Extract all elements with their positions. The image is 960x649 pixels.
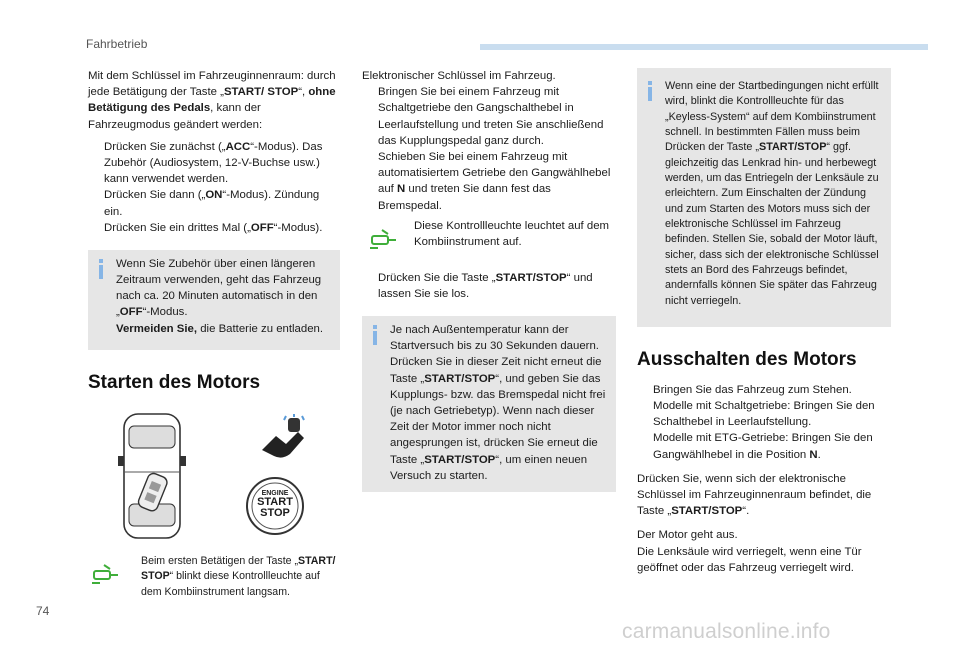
- text-segment: .: [817, 448, 821, 461]
- keyless-warning-lamp-icon: [90, 563, 120, 585]
- lamp-on-text: Diese Kontrollleuchte leuchtet auf dem Kombiinstrument auf.: [414, 219, 610, 248]
- text-segment: Drücken Sie dann („: [104, 189, 206, 202]
- info-icon: [373, 325, 377, 345]
- note-text-c: die Batterie zu entladen.: [197, 322, 324, 335]
- note-text-b: “-Modus.: [142, 306, 188, 319]
- text-segment: Drücken Sie ein drittes Mal („: [104, 221, 251, 234]
- stop-instruction: [637, 471, 891, 520]
- list-item-text: [653, 398, 891, 430]
- list-item: [88, 139, 340, 188]
- text-segment: START/STOP: [671, 505, 743, 518]
- text-segment: Wenn eine der Startbedingungen nicht erfüllt wird, blinkt die Kontrollleuchte für das „Keyless-System“ auf dem Kombiinstrument schnell. In bestimmten Fällen muss beim Drücken der Taste „: [665, 80, 879, 154]
- section-title: Fahrbetrieb: [86, 37, 148, 51]
- keyless-lamp-icon: [368, 228, 398, 250]
- list-item-text: [104, 187, 340, 219]
- watermark: carmanualsonline.info: [622, 620, 831, 643]
- section-bar: [480, 44, 928, 50]
- list-item: [637, 398, 891, 430]
- column-1: [88, 68, 340, 397]
- steering-lock-text: Die Lenksäule wird verriegelt, wenn eine Tür geöffnet oder das Fahrzeug verriegelt wird.: [637, 545, 862, 574]
- text-segment: ACC: [225, 140, 251, 153]
- list-item-text: [378, 84, 616, 149]
- note-text-a: Wenn Sie Zubehör über einen längeren Zeitraum verwenden, geht das Fahrzeug nach ca. 20 Minuten automatisch in den „: [116, 257, 322, 319]
- text-segment: Mit dem Schlüssel im Fahrzeuginnenraum: durch jede Betätigung der Taste „: [88, 70, 336, 99]
- list-item: [362, 270, 616, 302]
- list-item-text: [104, 220, 340, 236]
- bullet-marker: [362, 84, 378, 149]
- text-segment: “,: [298, 86, 309, 99]
- text-segment: “, um einen neuen Versuch zu starten.: [390, 453, 588, 482]
- text-segment: und treten Sie dann fest das Bremspedal.: [378, 183, 551, 212]
- list-item-text: [653, 430, 891, 462]
- text-segment: START/STOP: [424, 453, 496, 466]
- text-segment: , kann der Fahrzeugmodus geändert werden:: [88, 102, 263, 131]
- page-number: 74: [36, 604, 50, 618]
- intro-text: [88, 68, 340, 133]
- hand-press-icon: [256, 414, 310, 462]
- note-off: OFF: [119, 306, 143, 319]
- text-segment: OFF: [250, 221, 274, 234]
- keyless-note-text: [665, 79, 883, 309]
- text-segment: ON: [205, 189, 223, 202]
- stop-steps-list: [637, 382, 891, 463]
- engine-start-stop-button: [245, 476, 305, 536]
- list-item: [637, 430, 891, 462]
- heading-stop-engine: Ausschalten des Motors: [637, 348, 857, 370]
- bullet-marker: [637, 398, 653, 430]
- text-segment: N: [397, 183, 406, 196]
- text-segment: Je nach Außentemperatur kann der Startversuch bis zu 30 Sekunden dauern. Drücken Sie in dieser Zeit nicht erneut die Taste „: [390, 324, 602, 385]
- text-segment: START/STOP: [495, 271, 567, 284]
- text-segment: N: [809, 448, 818, 461]
- column-3: [637, 68, 891, 582]
- text-segment: Drücken Sie die Taste „: [378, 271, 496, 284]
- text-segment: “, und geben Sie das Kupplungs- bzw. das Bremspedal nicht frei (je nach Getriebetyp). Wenn nach dieser Zeit der Motor immer noch nicht angesprungen ist, drücken Sie erneut die Taste „: [390, 372, 606, 466]
- start-duration-note: [362, 316, 616, 492]
- info-icon: [648, 81, 652, 101]
- note-warning: Vermeiden Sie,: [116, 322, 198, 335]
- column-2: [362, 68, 616, 492]
- text-segment: Bringen Sie das Fahrzeug zum Stehen.: [653, 383, 852, 396]
- bullet-marker: [88, 139, 104, 188]
- start-steps-list: [362, 84, 616, 214]
- keyless-note: [637, 68, 891, 327]
- list-item: [637, 382, 891, 398]
- car-key-illustration: [116, 412, 188, 540]
- text-segment: Schieben Sie bei einem Fahrzeug mit automatisiertem Getriebe den Gangwählhebel auf: [378, 150, 611, 196]
- text-segment: “-Modus).: [273, 221, 323, 234]
- bullet-marker: [362, 270, 378, 302]
- mode-list: [88, 139, 340, 236]
- bullet-marker: [362, 149, 378, 214]
- text-segment: Drücken Sie zunächst („: [104, 140, 226, 153]
- heading-start-engine: Starten des Motors: [88, 371, 261, 393]
- text-segment: START/STOP: [424, 372, 496, 385]
- lamp-on-row: [362, 218, 616, 268]
- start-duration-text: [390, 322, 608, 484]
- list-item-text: [104, 139, 340, 188]
- text-segment: “-Modus). Das Zubehör (Audiosystem, 12-V-Buchse usw.) kann verwendet werden.: [104, 140, 323, 186]
- press-button-list: [362, 270, 616, 302]
- bullet-marker: [637, 430, 653, 462]
- text-segment: Modelle mit ETG-Getriebe: Bringen Sie den Gangwählhebel in die Position: [653, 432, 873, 461]
- text-segment: “ und lassen Sie sie los.: [378, 271, 593, 300]
- list-item-text: [378, 270, 616, 302]
- text-segment: Drücken Sie, wenn sich der elektronische Schlüssel im Fahrzeuginnenraum befindet, die Taste „: [637, 472, 872, 518]
- list-item-text: [653, 382, 891, 398]
- text-segment: “ ggf. gleichzeitig das Lenkrad hin- und herbewegt werden, um das Entriegeln der Lenksäule zu erleichtern. Zum Einschalten der Zündung und zum Starten des Motors muss sich der elektronische Schlüssel im Fahrzeug befinden. Stellen Sie, sobald der Motor läuft, sicher, dass sich der elektronische Schlüssel stets an Bord des Fahrzeugs befindet, andernfalls können Sie später das Fahrzeug nicht verriegeln.: [665, 141, 879, 307]
- text-segment: “-Modus). Zündung ein.: [104, 189, 320, 218]
- stop-label: STOP: [260, 507, 290, 519]
- info-icon: [99, 259, 103, 279]
- text-segment: START/STOP: [759, 141, 827, 154]
- list-item: [362, 149, 616, 214]
- text-segment: Bringen Sie bei einem Fahrzeug mit Schaltgetriebe den Gangschalthebel in Leerlaufstellung und treten Sie anschließend das Kupplungspedal ganz durch.: [378, 86, 604, 147]
- info-note: [88, 250, 340, 350]
- text-segment: “.: [742, 505, 750, 518]
- bullet-marker: [637, 382, 653, 398]
- text-segment: START/ STOP: [223, 86, 299, 99]
- engine-label: ENGINE: [261, 490, 289, 497]
- bullet-marker: [88, 220, 104, 236]
- start-label: START: [257, 496, 293, 508]
- text-segment: START/ STOP: [141, 555, 336, 583]
- bullet-marker: [88, 187, 104, 219]
- lamp-caption: [141, 554, 341, 600]
- text-segment: ohne Betätigung des Pedals: [88, 86, 336, 115]
- engine-off-text: Der Motor geht aus.: [637, 529, 738, 542]
- text-segment: Modelle mit Schaltgetriebe: Bringen Sie den Schalthebel in Leerlaufstellung.: [653, 400, 875, 429]
- info-note-text: [116, 256, 332, 337]
- key-in-car-text: Elektronischer Schlüssel im Fahrzeug.: [362, 70, 556, 82]
- list-item: [88, 187, 340, 219]
- list-item-text: [378, 149, 616, 214]
- list-item: [88, 220, 340, 236]
- list-item: [362, 84, 616, 149]
- text-segment: “ blinkt diese Kontrollleuchte auf dem Kombiinstrument langsam.: [141, 570, 320, 598]
- text-segment: Beim ersten Betätigen der Taste „: [141, 555, 299, 567]
